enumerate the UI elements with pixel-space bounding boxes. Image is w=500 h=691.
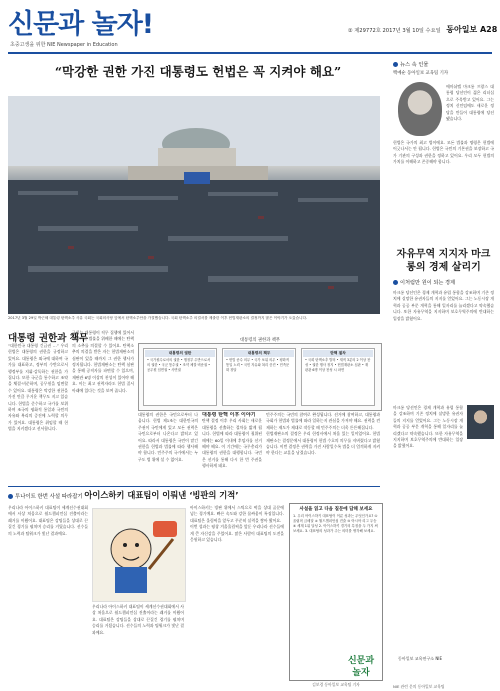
sidebar-intro-right: 에마뉘엘 마크롱 프랑스 대통령 당선인이 젊은 리더십으로 주목받고 있어요. 그는 정치 신인임에도 새로운 정당을 만들어 대통령에 당선됐습니다. [446, 84, 494, 122]
sidebar-intro-body: 헌법은 국가의 최고 법이에요. 모든 법률과 명령은 헌법에 어긋나서는 안 됩니다. 헌법은 국민의 기본권을 보장하고 국가 기관의 구성과 권한을 정하고 있어요. 우리 모두 헌법의 가치를 이해하고 존중해야 합니다. [393, 140, 494, 165]
headline: “막강한 권한 가진 대통령도 헌법은 꼭 지켜야 해요” [54, 64, 342, 79]
sidebar-author: 백예순 동아일보 교육팀 기자 [393, 71, 449, 76]
footer-credit: NIE 관련 문의 동아일보 교육팀 [393, 684, 445, 689]
feature-heading [8, 489, 238, 501]
sub-heading: 대통령 탄핵 이후 이야기 [202, 412, 256, 418]
national-assembly-crowd-image [8, 96, 380, 314]
feature-column-2 [190, 505, 284, 683]
table-column-head: 대통령의 책무 [224, 350, 294, 357]
article-column-4-text: 탄핵 결정 이후 우리 사회는 새로운 대통령을 선출하는 절차를 밟게 됩니다. 헌법에 따라 대통령이 궐위된 때에는 60일 이내에 후임자를 선거해야 해요. 이 기간에는 국무총리가 대통령의 권한을 대행합니다. 국민은 선거를 통해 다시 한 번 주권을 행사하게 돼요. [202, 418, 262, 469]
table-column [301, 348, 375, 406]
quiz-title: 사설을 읽고 다음 질문에 답해 보세요 [299, 507, 373, 512]
powers-table [138, 338, 382, 411]
table-column-body: • 헌법 준수 의무 • 국가 보위 의무 • 평화적 통일 노력 • 국민 자유와 복리 증진 • 민족문화 창달 [226, 358, 290, 372]
table-column-body: • 국가원수로서의 권한 • 행정부 수반으로서의 권한 • 국군 통수권 • 조약 체결·비준권 • 공무원 임면권 • 사면권 [147, 358, 211, 372]
section-heading: 대통령 권한과 책무 [8, 333, 89, 344]
photo-caption: 2017년 3월 29일 박근혜 대통령 탄핵소추 사유 국회는 국회의사당 앞에서 탄핵소추안을 가결했습니다. 국회 탄핵소추 의결서를 제출한 이후 헌법재판소의 결정까지 많은 이야기가 오갔습니다. [8, 316, 308, 320]
masthead-title: 신문과 놀자! [8, 9, 154, 40]
feature-tag: 투나이트 한번 사설 따라잡기 [15, 494, 83, 500]
sidebar-body: 마크롱 당선인은 경제 개혁과 유럽 통합을 강조하며 기존 정치에 실망한 유권자들의 지지를 얻었어요. 그는 노동시장 개혁과 공공 부문 개혁을 통해 일자리를 늘리겠다고 약속했습니다. 또한 자유무역을 지지하며 보호무역주의에 반대하는 입장을 밝혔어요. [393, 290, 494, 321]
masthead-rule [8, 52, 492, 54]
sidebar-subheading-text: 이처럼만 원이 되는 경제 [400, 280, 456, 286]
feature-column-3-text: 이번 성과는 평창 겨울올림픽을 앞둔 우리나라 선수들에게 큰 자신감을 주었어요. 많은 사람이 대표팀의 도전을 응원하고 있습니다. [190, 524, 284, 543]
feature-column-cont: 우리나라 아이스하키 대표팀이 세계선수권대회에서 사상 처음으로 월드챔피언십 진출이라는 쾌거를 이뤘어요. 대표팀은 강팀들을 상대로 끈질긴 경기를 펼치며 승리를 거뒀습니다. 선수들의 노력과 팀워크가 빛난 결과예요. [92, 604, 184, 635]
sidebar-tag [393, 61, 428, 68]
article-column-6-text: 헌법재판소의 결정은 우리 헌정사에서 처음 있는 일이었어요. 헌법재판소는 결정문에서 대통령이 헌법 수호의 의무를 저버렸다고 밝혔습니다. 이번 결정은 권력을 가진 사람일수록 법을 더 엄격하게 지켜야 한다는 교훈을 남겼습니다. [266, 431, 380, 456]
article-column-5 [266, 412, 380, 484]
article-column-1: “대한민국 대통령 긴급권 …” 우리 헌법은 대통령의 권한을 규정하고 있어요. 대통령은 외국에 대하여 국가를 대표하고, 정부의 수반으로서 행정부를 지휘·감독하는 권한을 가집니다. 또한 국군을 통수하고 조약을 체결·비준하며, 공무원을 임면할 수 있어요. 대통령은 막강한 권한을 가진 만큼 무거운 책무도 지고 있습니다. 헌법을 준수하고 국가를 보위하며 조국의 평화적 통일과 국민의 자유와 복리의 증진에 노력할 의무가 있어요. 대통령은 취임할 때 헌법을 지키겠다고 선서합니다. [8, 343, 68, 432]
table-column-head: 탄핵 절차 [303, 350, 373, 357]
article-column-2: 국회는 대통령이 직무 집행에 있어서 헌법이나 법률을 위배한 때에는 탄핵의 소추를 의결할 수 있어요. 탄핵소추의 의결을 받은 자는 헌법재판소의 심판이 있을 때까지 그 권한 행사가 정지됩니다. 헌법재판소는 탄핵 심판을 통해 공직자를 파면할 수 있으며, 재판관 6명 이상의 찬성이 있어야 해요. 이는 최고 권력자라도 헌법 질서 아래에 있다는 것을 보여 줍니다. [72, 330, 134, 393]
bullet-icon [8, 494, 13, 499]
issue-info: ② 제29772호 2017년 3월 10일 수요일 [348, 28, 441, 34]
table-column-head: 대통령의 권한 [145, 350, 215, 357]
table-column [143, 348, 217, 406]
table-column [222, 348, 296, 406]
paper-name: 동아일보 A28 [446, 25, 498, 34]
bullet-icon [393, 62, 398, 67]
cartoon-illustration [92, 508, 186, 602]
section-rule [8, 486, 380, 487]
sidebar-title: 자유무역 지지자 마크롱의 경제 살리기 [396, 249, 491, 273]
table-column-body: • 국회 탄핵소추 발의 • 재적 3분의 2 이상 찬성 • 권한 행사 정지 • 헌법재판소 심판 • 재판관 6명 이상 찬성 시 파면 [305, 358, 371, 372]
cartoon-image [93, 509, 185, 601]
sidebar-body-continued: 마크롱 당선인은 경제 개혁과 유럽 통합을 강조하며 기존 정치에 실망한 유권자들의 지지를 얻었어요. 그는 노동시장 개혁과 공공 부문 개혁을 통해 일자리를 늘리겠다고 약속했습니다. 또한 자유무역을 지지하며 보호무역주의에 반대하는 입장을 밝혔어요. [393, 405, 463, 449]
feature-column-2-text: 아이스하키는 빙판 위에서 스틱으로 퍽을 상대 골문에 넣는 경기예요. 빠른 속도와 강한 몸싸움이 특징입니다. 대표팀은 올림픽을 앞두고 꾸준히 실력을 쌓아 왔어요. [190, 505, 284, 523]
table-title: 대통령의 권한과 책무 [239, 338, 281, 343]
masthead-subtitle: 초중고생을 위한 NIE Newspaper in Education [10, 42, 118, 48]
macron-photo [467, 405, 494, 439]
feature-title: 아이스하키 대표팀이 이뤄낸 ‘빙판의 기적’ [84, 490, 239, 500]
sidebar-tag-text: 뉴스 속 인물 [400, 62, 429, 68]
article-column-5-text: 민주주의는 국민의 참여로 완성됩니다. 선거에 참여하고, 대통령과 국회가 헌법과 법률에 따라 일하는지 관심을 가져야 해요. 권력을 견제하는 제도가 제대로 작동할 때 민주주의는 더욱 튼튼해집니다. [266, 412, 380, 430]
quiz-body: 1. 우리 아이스하키 대표팀이 이룬 성과는 무엇인가요? ① 올림픽 금메달 ② 월드챔피언십 진출 ③ 아시아 리그 우승 ④ 세계 1위 달성 2. 아이스하키 경기의 특징을 두 가지 써 보세요. 3. 대표팀의 성과가 주는 의미를 생각해 보세요. [293, 514, 378, 533]
feature-column-1: 우리나라 아이스하키 대표팀이 세계선수권대회에서 사상 처음으로 월드챔피언십 진출이라는 쾌거를 이뤘어요. 대표팀은 강팀들을 상대로 끈질긴 경기를 펼치며 승리를 거뒀습니다. 선수들의 노력과 팀워크가 빛난 결과예요. [8, 505, 88, 536]
article-column-4 [202, 412, 262, 484]
quiz-credit: 김보경 동아일보 교육팀 기자 [312, 682, 360, 687]
article-column-3: 대통령의 권한은 국민으로부터 나옵니다. 헌법 제1조는 대한민국의 주권이 국민에게 있고 모든 권력은 국민으로부터 나온다고 밝히고 있어요. 따라서 대통령은 국민이 맡긴 권한을 헌법과 법률에 따라 행사해야 합니다. 민주주의 국가에서는 누구도 법 위에 설 수 없어요. [138, 412, 198, 462]
main-photo [8, 96, 380, 314]
logo-text: 동아일보 교육연구소 NIE [398, 656, 443, 661]
author-photo [398, 82, 442, 136]
masthead-meta [348, 24, 497, 35]
nie-logo: 신문과 놀자 [347, 656, 375, 678]
bullet-icon [393, 280, 398, 285]
sidebar-subheading [393, 279, 494, 286]
